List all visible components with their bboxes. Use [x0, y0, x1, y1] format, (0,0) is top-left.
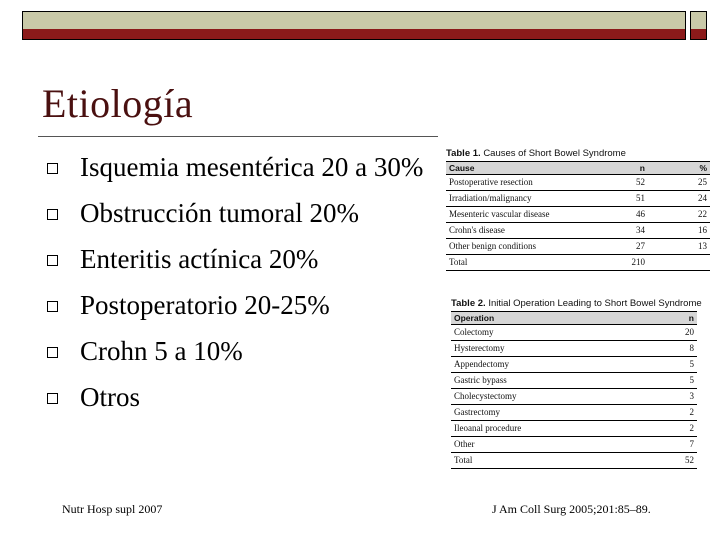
table-grid: [446, 161, 710, 271]
table-cell: 27: [602, 239, 648, 255]
table-cell: Total: [446, 255, 602, 271]
table-cell: Gastrectomy: [451, 405, 655, 421]
table-cell: 34: [602, 223, 648, 239]
bullet-item: [44, 198, 424, 228]
table-cell: Mesenteric vascular disease: [446, 207, 602, 223]
bullet-item: [44, 290, 424, 320]
table-row: [451, 437, 697, 453]
square-bullet-icon: [47, 163, 58, 174]
table-row: [451, 341, 697, 357]
corner-box-maroon: [691, 29, 706, 39]
table-row: [451, 325, 697, 341]
table-cell: Hysterectomy: [451, 341, 655, 357]
slide-title: Etiología: [42, 81, 194, 126]
table-cell: 3: [655, 389, 697, 405]
table-cell: 51: [602, 191, 648, 207]
bullet-text: Crohn 5 a 10%: [80, 336, 243, 366]
square-bullet-icon: [47, 301, 58, 312]
square-bullet-icon: [47, 347, 58, 358]
table-header-row: [446, 162, 710, 175]
table-cell: 7: [655, 437, 697, 453]
table-label: Table 2.: [451, 298, 486, 309]
bullet-text: Enteritis actínica 20%: [80, 244, 319, 274]
table-row: [446, 207, 710, 223]
footer-citation-right: J Am Coll Surg 2005;201:85–89.: [492, 502, 651, 516]
table-cell: Postoperative resection: [446, 175, 602, 191]
table-cell: Ileoanal procedure: [451, 421, 655, 437]
table-cell: 16: [648, 223, 710, 239]
table-cell: Cholecystectomy: [451, 389, 655, 405]
table-label: Table 1.: [446, 148, 481, 159]
table-cell: 5: [655, 373, 697, 389]
column-header: Cause: [446, 162, 602, 175]
header-corner-box: [690, 11, 707, 40]
table-header-row: [451, 312, 697, 325]
table-cell: Other benign conditions: [446, 239, 602, 255]
table-row: [451, 405, 697, 421]
bullet-text: Isquemia mesentérica 20 a 30%: [80, 152, 424, 182]
square-bullet-icon: [47, 393, 58, 404]
column-header: Operation: [451, 312, 655, 325]
bullet-text: Obstrucción tumoral 20%: [80, 198, 359, 228]
table-cell: 20: [655, 325, 697, 341]
table-row: [446, 175, 710, 191]
table-cell: 24: [648, 191, 710, 207]
table-cell: Colectomy: [451, 325, 655, 341]
table-cell: [648, 255, 710, 271]
table-caption-text: Initial Operation Leading to Short Bowel Syndrome: [488, 298, 702, 309]
table-caption-text: Causes of Short Bowel Syndrome: [483, 148, 626, 159]
table-cell: 25: [648, 175, 710, 191]
bullet-text: Otros: [80, 382, 140, 412]
table-row: [451, 389, 697, 405]
table-cell: 210: [602, 255, 648, 271]
table-cell: 8: [655, 341, 697, 357]
table-row: [451, 421, 697, 437]
column-header: n: [602, 162, 648, 175]
table-row: [446, 191, 710, 207]
table-cell: 46: [602, 207, 648, 223]
table-cell: 22: [648, 207, 710, 223]
causes-table: [446, 148, 710, 271]
table-row: [446, 223, 710, 239]
footer-citation-left: Nutr Hosp supl 2007: [62, 502, 163, 516]
square-bullet-icon: [47, 209, 58, 220]
column-header: n: [655, 312, 697, 325]
bullet-item: [44, 336, 424, 366]
table-grid: [451, 311, 697, 469]
table-cell: Appendectomy: [451, 357, 655, 373]
table-cell: 52: [655, 453, 697, 469]
table-cell: 2: [655, 421, 697, 437]
table-cell: 13: [648, 239, 710, 255]
table-row: [451, 373, 697, 389]
bullet-item: [44, 152, 424, 182]
table-cell: Total: [451, 453, 655, 469]
table-total-row: [451, 453, 697, 469]
bullet-item: [44, 244, 424, 274]
table-cell: Gastric bypass: [451, 373, 655, 389]
table-cell: Crohn's disease: [446, 223, 602, 239]
bullet-item: [44, 382, 424, 412]
bullet-list: [44, 152, 424, 428]
table-cell: Other: [451, 437, 655, 453]
column-header: %: [648, 162, 710, 175]
table-row: [446, 239, 710, 255]
table-caption: [446, 148, 710, 159]
bullet-text: Postoperatorio 20-25%: [80, 290, 330, 320]
operations-table: [451, 298, 702, 469]
header-band: [22, 11, 686, 40]
table-cell: Irradiation/malignancy: [446, 191, 602, 207]
table-caption: [451, 298, 702, 309]
header-band-maroon: [23, 29, 685, 39]
square-bullet-icon: [47, 255, 58, 266]
table-cell: 5: [655, 357, 697, 373]
title-divider: [38, 136, 438, 137]
table-total-row: [446, 255, 710, 271]
table-cell: 52: [602, 175, 648, 191]
table-cell: 2: [655, 405, 697, 421]
table-row: [451, 357, 697, 373]
